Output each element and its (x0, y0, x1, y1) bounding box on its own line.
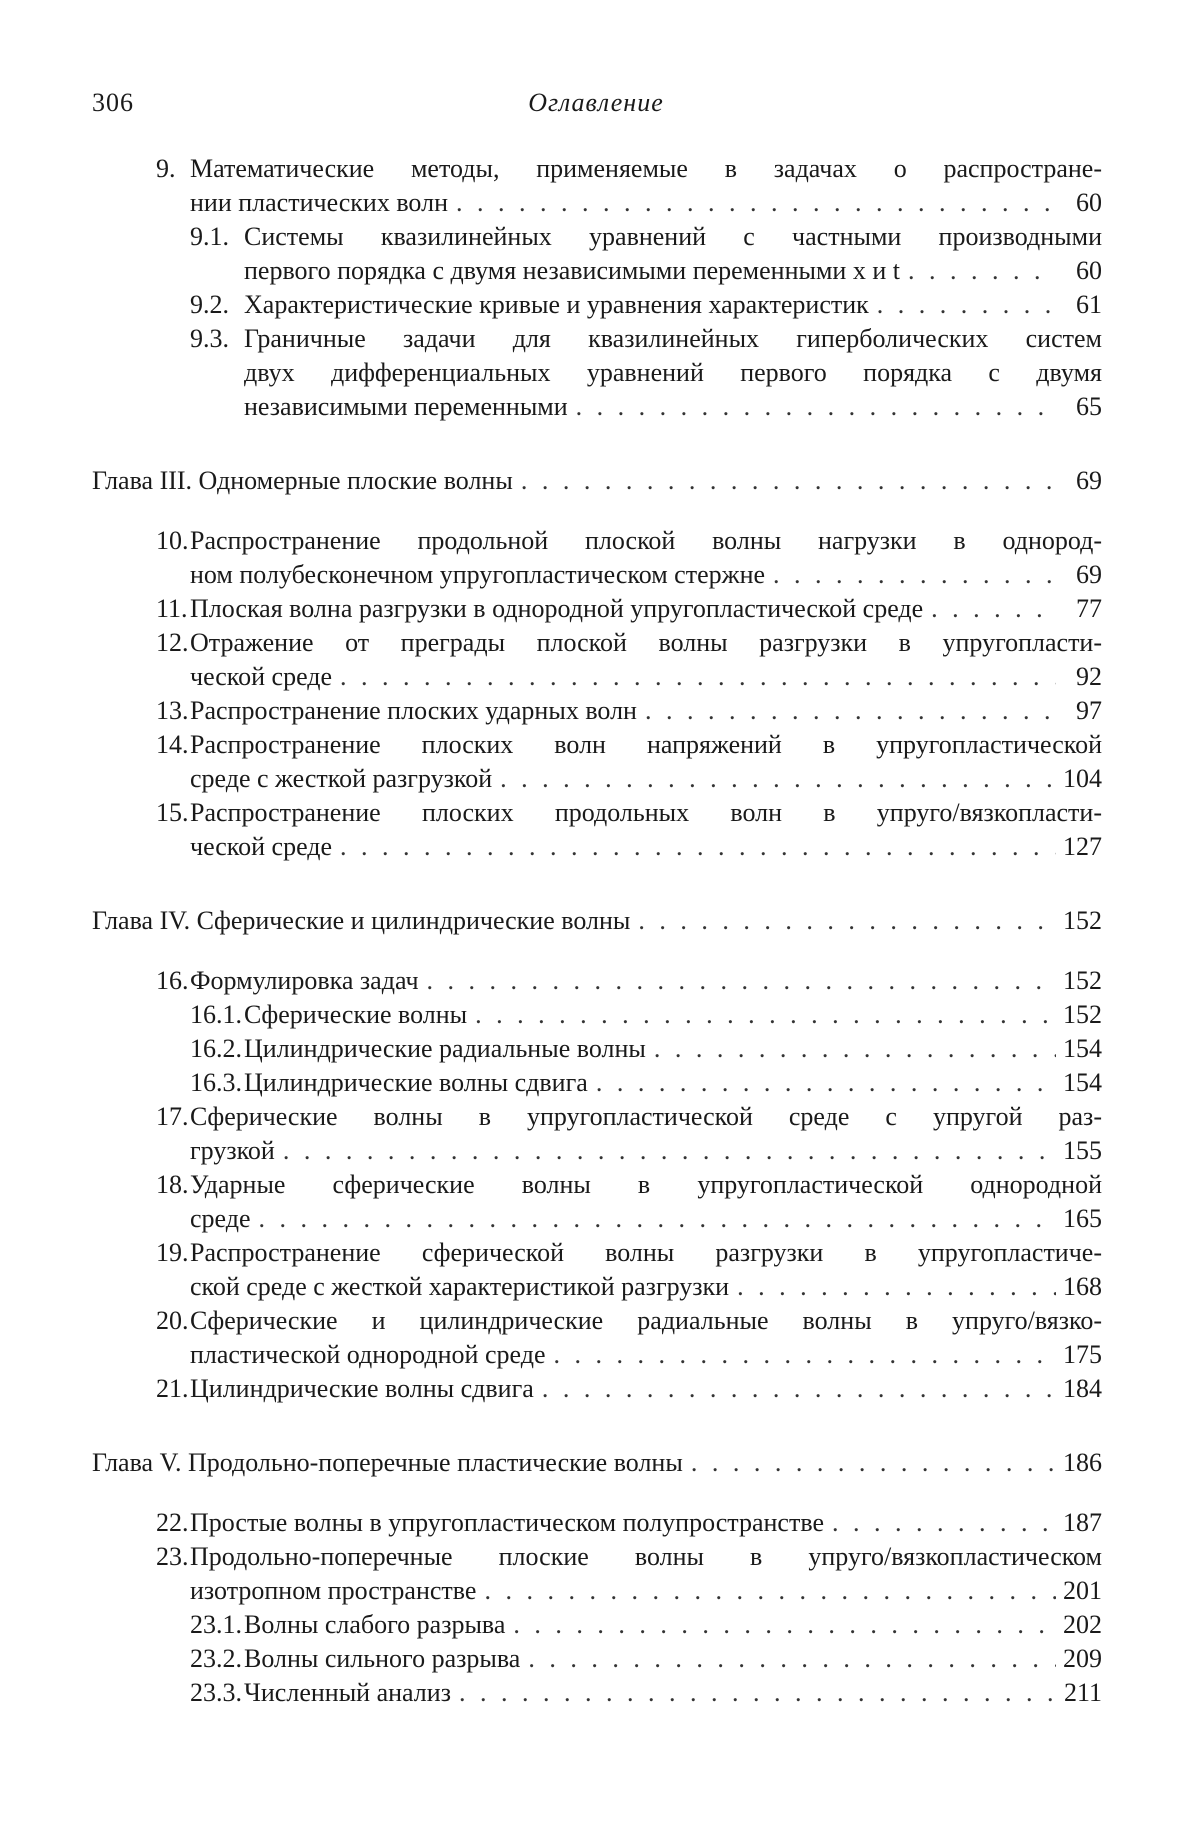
dot-leader (691, 1446, 1056, 1480)
subsection-entry (92, 998, 1102, 1032)
section-entry (92, 1100, 1102, 1168)
entry-title-line: Волны сильного разрыва (244, 1644, 521, 1673)
dot-leader (521, 464, 1056, 498)
entry-number: 16.1. (190, 1000, 242, 1029)
entry-title-line: ческой среде (190, 662, 333, 691)
entry-title-line: Сферические волны (244, 1000, 468, 1029)
entry-title (244, 1642, 1102, 1676)
entry-page-number: 61 (1076, 290, 1102, 319)
entry-title-line: Распространение плоских продольных волн в упруго/вязкопласти- (190, 798, 1102, 827)
entry-title (244, 1032, 1102, 1066)
section-entry (92, 1506, 1102, 1540)
entry-page-number: 152 (1063, 906, 1102, 935)
entry-number: 18. (156, 1170, 189, 1199)
dot-leader (773, 558, 1056, 592)
dot-leader (475, 998, 1056, 1032)
entry-title (244, 322, 1102, 424)
entry-page-number: 60 (1076, 188, 1102, 217)
entry-title-line: нии пластических волн (190, 188, 448, 217)
entry-title-line: Распространение плоских волн напряжений в упругопластической (190, 730, 1102, 759)
dot-leader (654, 1032, 1056, 1066)
dot-leader (500, 762, 1056, 796)
entry-title (190, 796, 1102, 864)
entry-title-line: Системы квазилинейных уравнений с частными производными (244, 222, 1102, 251)
entry-page-number: 104 (1063, 764, 1102, 793)
entry-title-line: пластической однородной среде (190, 1340, 546, 1369)
entry-title (244, 1066, 1102, 1100)
entry-number: 22. (156, 1508, 189, 1537)
entry-number: 9.1. (190, 222, 229, 251)
entry-title-line: ской среде с жесткой характеристикой разгрузки (190, 1272, 730, 1301)
entry-title-line: Распространение сферической волны разгрузки в упругопластиче- (190, 1238, 1102, 1267)
section-entry (92, 1168, 1102, 1236)
dot-leader (908, 254, 1056, 288)
entry-title-line: двух дифференциальных уравнений первого порядка с двумя (244, 358, 1102, 387)
entry-title (190, 1540, 1102, 1608)
dot-leader (553, 1338, 1056, 1372)
section-entry (92, 728, 1102, 796)
section-entry (92, 524, 1102, 592)
running-title: Оглавление (528, 88, 664, 117)
entry-title (190, 592, 1102, 626)
entry-title (190, 1236, 1102, 1304)
entry-number: 16.3. (190, 1068, 242, 1097)
entry-title-line: Сферические волны в упругопластической среде с упругой раз- (190, 1102, 1102, 1131)
entry-page-number: 69 (1076, 466, 1102, 495)
entry-title (190, 964, 1102, 998)
entry-title (92, 464, 1102, 498)
entry-title-line: грузкой (190, 1136, 275, 1165)
entry-page-number: 209 (1063, 1644, 1102, 1673)
subsection-entry (92, 1608, 1102, 1642)
entry-title (244, 220, 1102, 288)
entry-number: 21. (156, 1374, 189, 1403)
entry-page-number: 152 (1063, 1000, 1102, 1029)
entry-title-line: Распространение плоских ударных волн (190, 696, 637, 725)
entry-title (190, 524, 1102, 592)
section-entry (92, 1540, 1102, 1608)
page-number: 306 (92, 88, 134, 117)
subsection-entry (92, 220, 1102, 288)
chapter-entry (92, 904, 1102, 938)
section-entry (92, 796, 1102, 864)
entry-page-number: 65 (1076, 392, 1102, 421)
entry-number: 19. (156, 1238, 189, 1267)
entry-title (190, 1372, 1102, 1406)
dot-leader (931, 592, 1056, 626)
entry-page-number: 211 (1063, 1678, 1102, 1707)
entry-page-number: 92 (1076, 662, 1102, 691)
entry-title-line: Формулировка задач (190, 966, 419, 995)
dot-leader (576, 390, 1056, 424)
dot-leader (645, 694, 1056, 728)
entry-number: 20. (156, 1306, 189, 1335)
entry-page-number: 77 (1076, 594, 1102, 623)
entry-page-number: 127 (1063, 832, 1102, 861)
entry-title (190, 694, 1102, 728)
entry-title-line: изотропном пространстве (190, 1576, 477, 1605)
dot-leader (484, 1574, 1056, 1608)
entry-number: 23.1. (190, 1610, 242, 1639)
entry-title (92, 904, 1102, 938)
chapter-entry (92, 1446, 1102, 1480)
dot-leader (528, 1642, 1056, 1676)
entry-title-line: Глава V. Продольно-поперечные пластические волны (92, 1448, 683, 1477)
entry-title-line: ном полубесконечном упругопластическом стержне (190, 560, 766, 589)
subsection-entry (92, 1032, 1102, 1066)
entry-page-number: 175 (1063, 1340, 1102, 1369)
section-entry (92, 592, 1102, 626)
dot-leader (542, 1372, 1056, 1406)
entry-title-line: Глава III. Одномерные плоские волны (92, 466, 513, 495)
entry-title-line: ческой среде (190, 832, 333, 861)
entry-title (190, 1304, 1102, 1372)
entry-title (244, 1608, 1102, 1642)
entry-title-line: Плоская волна разгрузки в однородной упругопластической среде (190, 594, 924, 623)
entry-title-line: независимыми переменными (244, 392, 568, 421)
section-entry (92, 1304, 1102, 1372)
entry-number: 23. (156, 1542, 189, 1571)
entry-page-number: 154 (1063, 1068, 1102, 1097)
dot-leader (283, 1134, 1056, 1168)
dot-leader (638, 904, 1056, 938)
entry-number: 15. (156, 798, 189, 827)
entry-title-line: Продольно-поперечные плоские волны в упруго/вязкопластическом (190, 1542, 1102, 1571)
entry-page-number: 155 (1063, 1136, 1102, 1165)
entry-title (92, 1446, 1102, 1480)
entry-number: 13. (156, 696, 189, 725)
dot-leader (456, 186, 1056, 220)
dot-leader (259, 1202, 1056, 1236)
dot-leader (832, 1506, 1056, 1540)
entry-title-line: первого порядка с двумя независимыми переменными x и t (244, 256, 900, 285)
entry-title (190, 728, 1102, 796)
entry-page-number: 60 (1076, 256, 1102, 285)
entry-page-number: 165 (1063, 1204, 1102, 1233)
dot-leader (596, 1066, 1056, 1100)
table-of-contents (92, 152, 1102, 1710)
subsection-entry (92, 1676, 1102, 1710)
subsection-entry (92, 1642, 1102, 1676)
entry-title-line: Цилиндрические волны сдвига (244, 1068, 588, 1097)
entry-title-line: Ударные сферические волны в упругопластической однородной (190, 1170, 1102, 1199)
entry-title (244, 1676, 1102, 1710)
entry-page-number: 187 (1063, 1508, 1102, 1537)
dot-leader (513, 1608, 1056, 1642)
entry-number: 17. (156, 1102, 189, 1131)
entry-title-line: Цилиндрические волны сдвига (190, 1374, 534, 1403)
entry-title (190, 152, 1102, 220)
chapter-entry (92, 464, 1102, 498)
entry-page-number: 186 (1063, 1448, 1102, 1477)
entry-title-line: Граничные задачи для квазилинейных гиперболических систем (244, 324, 1102, 353)
entry-title-line: Отражение от преграды плоской волны разгрузки в упругопласти- (190, 628, 1102, 657)
section-entry (92, 694, 1102, 728)
entry-title-line: Глава IV. Сферические и цилиндрические волны (92, 906, 631, 935)
entry-title (244, 998, 1102, 1032)
entry-number: 12. (156, 628, 189, 657)
subsection-entry (92, 288, 1102, 322)
entry-title (190, 1100, 1102, 1168)
entry-page-number: 69 (1076, 560, 1102, 589)
entry-title-line: Цилиндрические радиальные волны (244, 1034, 646, 1063)
entry-number: 23.3. (190, 1678, 242, 1707)
entry-page-number: 154 (1063, 1034, 1102, 1063)
dot-leader (459, 1676, 1056, 1710)
entry-title-line: Распространение продольной плоской волны нагрузки в однород- (190, 526, 1102, 555)
page-header (92, 88, 1100, 128)
section-entry (92, 1372, 1102, 1406)
entry-number: 9. (156, 154, 176, 183)
section-entry (92, 626, 1102, 694)
entry-page-number: 152 (1063, 966, 1102, 995)
section-entry (92, 1236, 1102, 1304)
subsection-entry (92, 322, 1102, 424)
entry-title (190, 1168, 1102, 1236)
entry-title-line: Численный анализ (244, 1678, 451, 1707)
entry-page-number: 184 (1063, 1374, 1102, 1403)
dot-leader (340, 660, 1056, 694)
entry-number: 16. (156, 966, 189, 995)
entry-page-number: 97 (1076, 696, 1102, 725)
entry-title-line: Волны слабого разрыва (244, 1610, 506, 1639)
entry-page-number: 201 (1063, 1576, 1102, 1605)
entry-title (190, 626, 1102, 694)
entry-title-line: Характеристические кривые и уравнения характеристик (244, 290, 869, 319)
entry-number: 16.2. (190, 1034, 242, 1063)
entry-title-line: Простые волны в упругопластическом полупространстве (190, 1508, 824, 1537)
entry-number: 9.2. (190, 290, 229, 319)
subsection-entry (92, 1066, 1102, 1100)
dot-leader (877, 288, 1056, 322)
dot-leader (340, 830, 1056, 864)
entry-number: 9.3. (190, 324, 229, 353)
entry-number: 11. (156, 594, 188, 623)
entry-title-line: Математические методы, применяемые в задачах о распростране- (190, 154, 1102, 183)
section-entry (92, 964, 1102, 998)
entry-number: 14. (156, 730, 189, 759)
dot-leader (737, 1270, 1056, 1304)
entry-title-line: среде (190, 1204, 251, 1233)
entry-page-number: 168 (1063, 1272, 1102, 1301)
entry-page-number: 202 (1063, 1610, 1102, 1639)
entry-title (190, 1506, 1102, 1540)
entry-title (244, 288, 1102, 322)
entry-title-line: среде с жесткой разгрузкой (190, 764, 493, 793)
entry-title-line: Сферические и цилиндрические радиальные волны в упруго/вязко- (190, 1306, 1102, 1335)
section-entry (92, 152, 1102, 220)
dot-leader (427, 964, 1056, 998)
entry-number: 23.2. (190, 1644, 242, 1673)
entry-number: 10. (156, 526, 189, 555)
